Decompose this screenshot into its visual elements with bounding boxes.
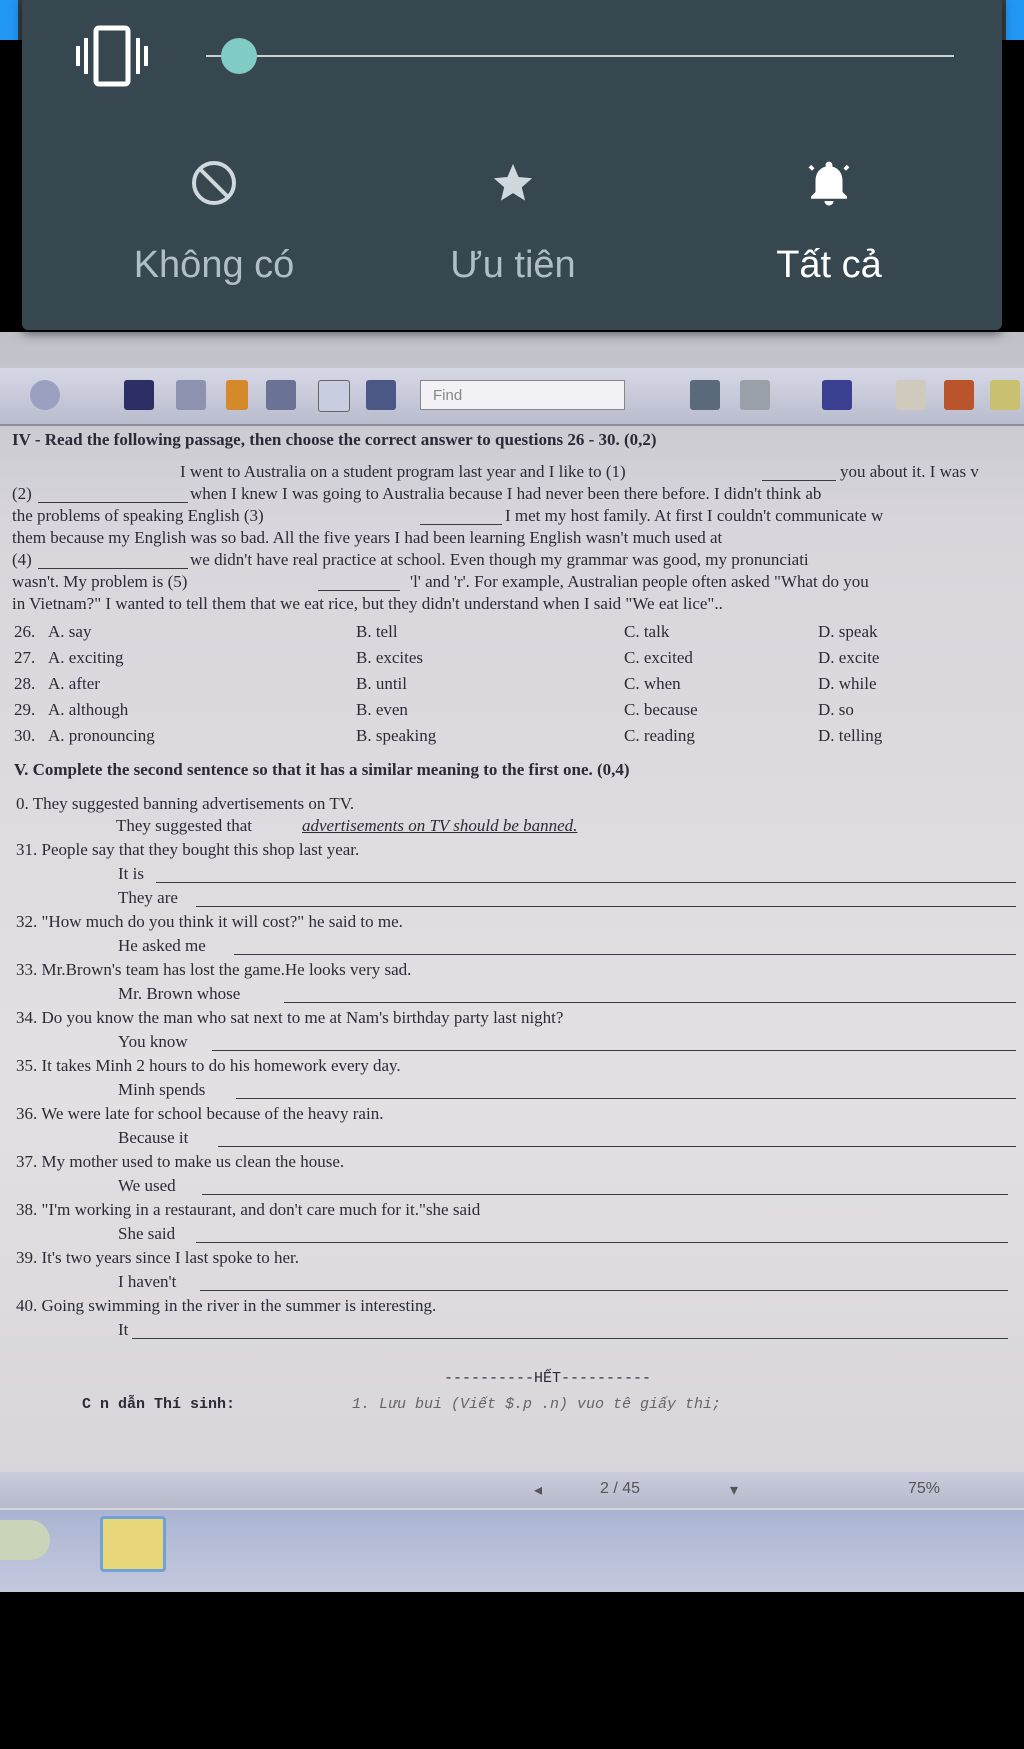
star-icon (490, 160, 536, 206)
rewrite-answer-line[interactable] (284, 1002, 1016, 1003)
option-b[interactable]: B. tell (356, 622, 398, 641)
bell-icon (802, 156, 856, 210)
option-d[interactable]: D. excite (818, 648, 880, 667)
rewrite-start: You know (118, 1032, 188, 1051)
option-d[interactable]: D. telling (818, 726, 883, 745)
folder-icon[interactable] (896, 380, 926, 410)
passage-line: wasn't. My problem is (5) (12, 572, 188, 591)
snapshot-icon[interactable] (366, 380, 396, 410)
cursor-icon[interactable] (226, 380, 248, 410)
rewrite-answer-line[interactable] (212, 1050, 1016, 1051)
option-b[interactable]: B. excites (356, 648, 424, 667)
passage-line: we didn't have real practice at school. Even though my grammar was good, my pronunciati (190, 550, 809, 569)
rewrite-start: Minh spends (118, 1080, 206, 1099)
note-text: 1. Lưu bui (Viết $.p .n) vuo tê giấy thi; (352, 1396, 722, 1413)
rewrite-question: 38. "I'm working in a restaurant, and don't care much for it."she said (16, 1200, 481, 1219)
sound-settings-panel (22, 0, 1002, 330)
option-d[interactable]: D. while (818, 674, 877, 693)
question-number: 26. (14, 622, 36, 641)
text-box-icon[interactable] (318, 380, 350, 412)
answer-blank-1[interactable] (762, 480, 836, 481)
rewrite-start: Mr. Brown whose (118, 984, 241, 1003)
windows-taskbar (0, 1510, 1024, 1592)
pdf-status-bar (0, 1472, 1024, 1508)
question-number: 29. (14, 700, 36, 719)
question-number: 28. (14, 674, 36, 693)
nav-circle-icon[interactable] (30, 380, 60, 410)
passage-line: in Vietnam?" I wanted to tell them that we eat rice, but they didn't understand when I said "We eat lice".. (12, 594, 723, 613)
passage-line: (2) (12, 484, 32, 503)
mode-none-label: Không có (133, 244, 295, 286)
rewrite-question: 37. My mother used to make us clean the house. (16, 1152, 345, 1171)
example-answer: advertisements on TV should be banned. (302, 816, 578, 835)
rewrite-start: We used (118, 1176, 176, 1195)
mode-priority-label: Ưu tiên (450, 244, 576, 286)
rewrite-start: Because it (118, 1128, 189, 1147)
rewrite-answer-line[interactable] (234, 954, 1016, 955)
passage-line: when I knew I was going to Australia because I had never been there before. I didn't think ab (190, 484, 822, 503)
answer-blank-3[interactable] (420, 524, 502, 525)
example-question: 0. They suggested banning advertisements on TV. (16, 794, 355, 813)
rewrite-answer-line[interactable] (200, 1290, 1008, 1291)
rewrite-question: 33. Mr.Brown's team has lost the game.He looks very sad. (16, 960, 412, 979)
option-a[interactable]: A. after (48, 674, 100, 693)
prev-page-icon[interactable] (690, 380, 720, 410)
passage-line: 'l' and 'r'. For example, Australian people often asked "What do you (410, 572, 869, 591)
note-label: C n dẫn Thí sinh: (82, 1396, 236, 1413)
option-b[interactable]: B. speaking (356, 726, 437, 745)
question-number: 30. (14, 726, 36, 745)
page-dropdown-icon[interactable]: ▾ (730, 1482, 739, 1499)
passage-line: the problems of speaking English (3) (12, 506, 264, 525)
rewrite-start: She said (118, 1224, 176, 1243)
rewrite-answer-line[interactable] (156, 882, 1016, 883)
rewrite-answer-line[interactable] (196, 1242, 1008, 1243)
rewrite-answer-line[interactable] (202, 1194, 1008, 1195)
passage-line: (4) (12, 550, 32, 569)
prev-page-arrow-icon[interactable]: ◂ (534, 1482, 543, 1499)
rewrite-start: They are (118, 888, 178, 907)
section5-heading: V. Complete the second sentence so that it has a similar meaning to the first one. (0,4) (14, 760, 630, 779)
option-d[interactable]: D. speak (818, 622, 878, 641)
rewrite-start: I haven't (118, 1272, 177, 1291)
highlighter-icon[interactable] (944, 380, 974, 410)
hand-tool-icon[interactable] (124, 380, 154, 410)
section4-heading: IV - Read the following passage, then choose the correct answer to questions 26 - 30. (0,2) (12, 430, 657, 449)
volume-slider-thumb[interactable] (221, 38, 257, 74)
rewrite-start: It is (118, 864, 144, 883)
answer-blank-2[interactable] (38, 502, 188, 503)
rewrite-question: 39. It's two years since I last spoke to her. (16, 1248, 300, 1267)
option-a[interactable]: A. say (48, 622, 92, 641)
rewrite-question: 36. We were late for school because of the heavy rain. (16, 1104, 384, 1123)
rewrite-question: 32. "How much do you think it will cost?" he said to me. (16, 912, 403, 931)
rewrite-question: 40. Going swimming in the river in the summer is interesting. (16, 1296, 437, 1315)
find-input[interactable]: Find (420, 380, 625, 410)
select-text-icon[interactable] (176, 380, 206, 410)
pdf-toolbar (0, 368, 1024, 426)
document-page (0, 430, 1024, 1466)
note-icon[interactable] (990, 380, 1020, 410)
end-divider: ----------HẾT---------- (444, 1370, 652, 1387)
passage-line: them because my English was so bad. All the five years I had been learning English wasn't much used at (12, 528, 723, 547)
example-answer-prefix: They suggested that (116, 816, 252, 835)
rewrite-question: 34. Do you know the man who sat next to me at Nam's birthday party last night? (16, 1008, 564, 1027)
option-c[interactable]: C. reading (624, 726, 695, 745)
rewrite-question: 31. People say that they bought this shop last year. (16, 840, 360, 859)
binoculars-icon[interactable] (266, 380, 296, 410)
volume-slider-track[interactable] (206, 55, 954, 57)
pen-icon[interactable] (822, 380, 852, 410)
taskbar-app-icon[interactable] (100, 1516, 166, 1572)
passage-line: you about it. I was v (840, 462, 979, 481)
option-c[interactable]: C. when (624, 674, 681, 693)
rewrite-answer-line[interactable] (236, 1098, 1016, 1099)
zoom-level[interactable]: 75% (908, 1480, 941, 1497)
question-number: 27. (14, 648, 36, 667)
answer-blank-4[interactable] (38, 568, 188, 569)
passage-line: I met my host family. At first I couldn't communicate w (505, 506, 884, 525)
rewrite-start: It (118, 1320, 129, 1339)
option-a[interactable]: A. pronouncing (48, 726, 155, 745)
mode-all-label: Tất cả (776, 244, 882, 286)
option-a[interactable]: A. although (48, 700, 129, 719)
option-a[interactable]: A. exciting (48, 648, 124, 667)
page-indicator[interactable]: 2 / 45 (600, 1480, 641, 1497)
option-b[interactable]: B. even (356, 700, 408, 719)
passage-line: I went to Australia on a student program last year and I like to (1) (180, 462, 626, 481)
start-orb-icon[interactable] (0, 1520, 50, 1560)
option-b[interactable]: B. until (356, 674, 408, 693)
next-page-icon[interactable] (740, 380, 770, 410)
option-d[interactable]: D. so (818, 700, 854, 719)
option-c[interactable]: C. because (624, 700, 698, 719)
photographed-screen (0, 332, 1024, 1592)
block-icon (190, 159, 238, 207)
rewrite-answer-line[interactable] (218, 1146, 1016, 1147)
option-c[interactable]: C. talk (624, 622, 670, 641)
rewrite-question: 35. It takes Minh 2 hours to do his homework every day. (16, 1056, 401, 1075)
mode-all-button[interactable] (699, 150, 959, 287)
rewrite-start: He asked me (118, 936, 206, 955)
mode-none-button[interactable] (84, 150, 344, 287)
rewrite-answer-line[interactable] (132, 1338, 1008, 1339)
mode-priority-button[interactable] (383, 150, 643, 287)
option-c[interactable]: C. excited (624, 648, 693, 667)
vibrate-icon[interactable] (74, 24, 160, 88)
rewrite-answer-line[interactable] (196, 906, 1016, 907)
answer-blank-5[interactable] (318, 590, 400, 591)
